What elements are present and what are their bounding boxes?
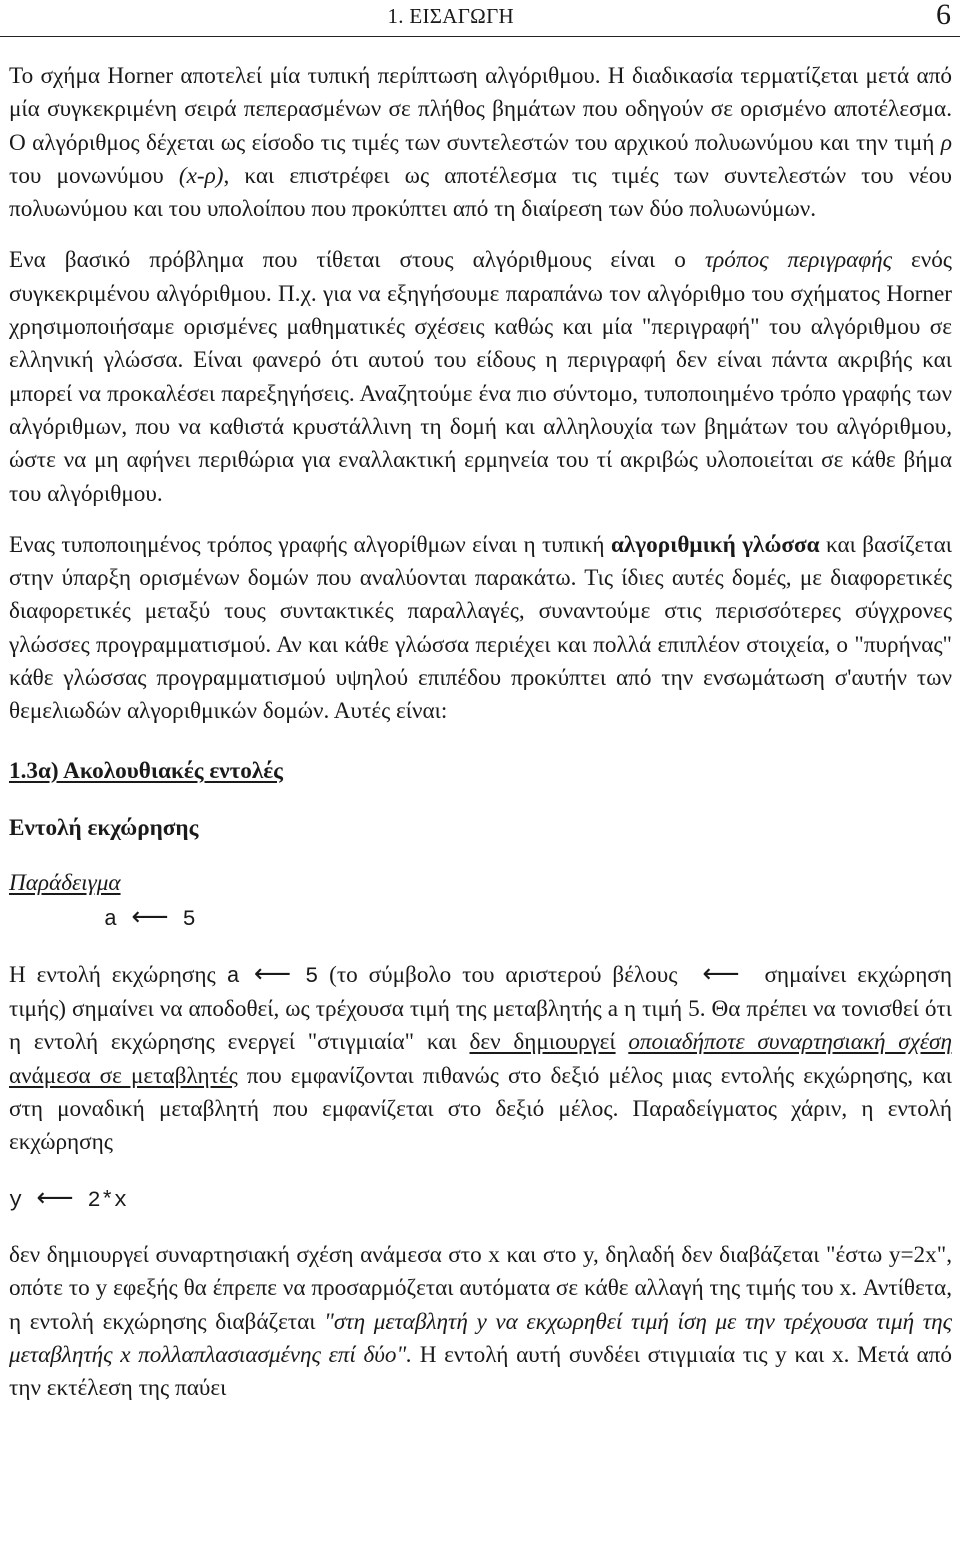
example-label-text: Παράδειγμα [9, 870, 121, 897]
paragraph-text: Το σχήμα Horner αποτελεί μία τυπική περίπτωση αλγόριθμου. Η διαδικασία τερματίζεται μετά από μία συγκεκριμένη σειρά πεπερασμένων σε πλήθος βημάτων που οδηγούν σε ορισμένο αποτέλεσμα. Ο αλγόριθμος δέχεται ως είσοδο τις τιμές των συντελεστών του αρχικού πολυωνύμου και την τιμή [9, 63, 952, 156]
example-code [9, 901, 952, 936]
code-value: 2*x [87, 1187, 128, 1213]
paragraph-text: σημαίνει εκχώρηση τιμής) σημαίνει να αποδοθεί, ως τρέχουσα τιμή της μεταβλητής a η τιμή 5. Θα πρέπει να τονισθεί ότι η εντολή εκχώρησης ενεργεί "στιγμιαία" και [9, 961, 952, 1056]
code-value: 5 [305, 963, 319, 989]
left-arrow-icon: ⟵ [253, 958, 292, 989]
subsection-heading: Εντολή εκχώρησης [9, 814, 199, 841]
italic-rho: ρ [940, 129, 952, 156]
paragraph-functional-relation [9, 1239, 952, 1405]
space [616, 1029, 629, 1055]
bold-term: αλγοριθμική γλώσσα [610, 531, 820, 558]
underlined-phrase: ανάμεσα σε μεταβλητές [9, 1062, 238, 1089]
paragraph-text: ενός συγκεκριμένου αλγόριθμου. Π.χ. για να εξηγήσουμε παραπάνω τον αλγόριθμο του σχήματος Horner χρησιμοποιήσαμε ορισμένες μαθηματικές σχέσεις καθώς και μία "περιγραφή" του αλγόριθμου σε ελληνική γλώσσα. Είναι φανερό ότι αυτού του είδους η περιγραφή δεν είναι πάντα ακριβής και μπορεί να προκαλέσει παρεξηγήσεις. Αναζητούμε ένα πιο σύντομο, τυποποιημένο τρόπο γραφής των αλγόριθμων, που να καθιστά κρυστάλλινη τη δομή και αλληλουχία των βημάτων του αλγόριθμου, ώστε να μη αφήνει περιθώρια για εναλλακτική ερμηνεία του τί ακριβώς υλοποιείται σε κάθε βήμα του αλγόριθμου. [9, 247, 952, 507]
paragraph-text: Ενας τυποποιημένος τρόπος γραφής αλγορίθμων είναι η τυπική [9, 531, 611, 558]
paragraph-text: και βασίζεται στην ύπαρξη ορισμένων δομών που αναλύονται παρακάτω. Τις ίδιες αυτές δομές, με διαφορετικές διαφορετικές μεταξύ τους συντακτικές παραλλαγές, συναντούμε στις περισσότερες σύγχρονες γλώσσες προγραμματισμού. Αν και κάθε γλώσσα περιέχει και πολλά επιπλέον στοιχεία, ο "πυρήνας" κάθε γλώσσας προγραμματισμού υψηλού επιπέδου προκύπτει από την ενσωμάτωση σ'αυτήν των θεμελιωδών αλγοριθμικών δομών. Αυτές είναι: [9, 531, 952, 725]
underlined-italic-phrase: οποιαδήποτε συναρτησιακή σχέση [628, 1029, 952, 1056]
paragraph-text: που εμφανίζονται πιθανώς στο δεξιό μέλος μιας εντολής εκχώρησης, και στη μοναδική μεταβλητή που εμφανίζεται στο δεξιό μέλος. Παραδείγματος χάριν, η εντολή εκχώρησης [9, 1062, 952, 1156]
code-line-y [9, 1182, 952, 1217]
paragraph-horner [9, 60, 952, 226]
paragraph-text: Η εντολή αυτή συνδέει στιγμιαία τις y και x. Μετά από την εκτέλεση της παύει [9, 1341, 952, 1402]
code-variable: y [9, 1187, 23, 1213]
page-number: 6 [936, 0, 951, 31]
example-label [9, 867, 952, 900]
italic-phrase: "στη μεταβλητή y να εκχωρηθεί τιμή ίση με την τρέχουσα τιμή της μεταβλητής x πολλαπλασιασμένης επί δύο". [9, 1308, 952, 1368]
page-header [0, 0, 960, 37]
paragraph-text: (το σύμβολο του αριστερού βέλους [318, 961, 689, 988]
left-arrow-icon: ⟵ [36, 1182, 74, 1213]
paragraph-text: του μονωνύμου [9, 162, 179, 189]
paragraph-algorithmic-language [9, 529, 952, 729]
left-arrow-icon: ⟵ [702, 958, 740, 989]
paragraph-text: , και επιστρέφει ως αποτέλεσμα τις τιμές των συντελεστών του νέου πολυωνύμου και του υπολοίπου που προκύπτει από τη διαίρεση των δύο πολυωνύμων. [9, 162, 952, 223]
paragraph-assignment [9, 958, 952, 1160]
document-body [9, 60, 952, 1405]
paragraph-description-problem [9, 244, 952, 510]
code-variable: a [226, 963, 240, 989]
chapter-title: 1. ΕΙΣΑΓΩΓΗ [387, 4, 514, 28]
paragraph-text: Η εντολή εκχώρησης [9, 961, 227, 988]
left-arrow-icon: ⟵ [131, 901, 169, 932]
paragraph-text: δεν δημιουργεί συναρτησιακή σχέση ανάμεσα στο x και στο y, δηλαδή δεν διαβάζεται "έστω y=2x", οπότε το y εφεξής θα έπρεπε να προσαρμόζεται αυτόματα σε κάθε αλλαγή της τιμής του x. Αντίθετα, η εντολή εκχώρησης διαβάζεται [9, 1241, 952, 1335]
code-variable: a [104, 906, 118, 932]
paragraph-text: Ενα βασικό πρόβλημα που τίθεται στους αλγόριθμους είναι ο [9, 247, 705, 274]
section-heading: 1.3α) Ακολουθιακές εντολές [9, 757, 283, 784]
underlined-phrase: δεν δημιουργεί [469, 1029, 616, 1056]
italic-monomial: (x-ρ) [178, 162, 224, 189]
code-value: 5 [182, 906, 196, 932]
italic-phrase: τρόπος περιγραφής [704, 247, 892, 274]
